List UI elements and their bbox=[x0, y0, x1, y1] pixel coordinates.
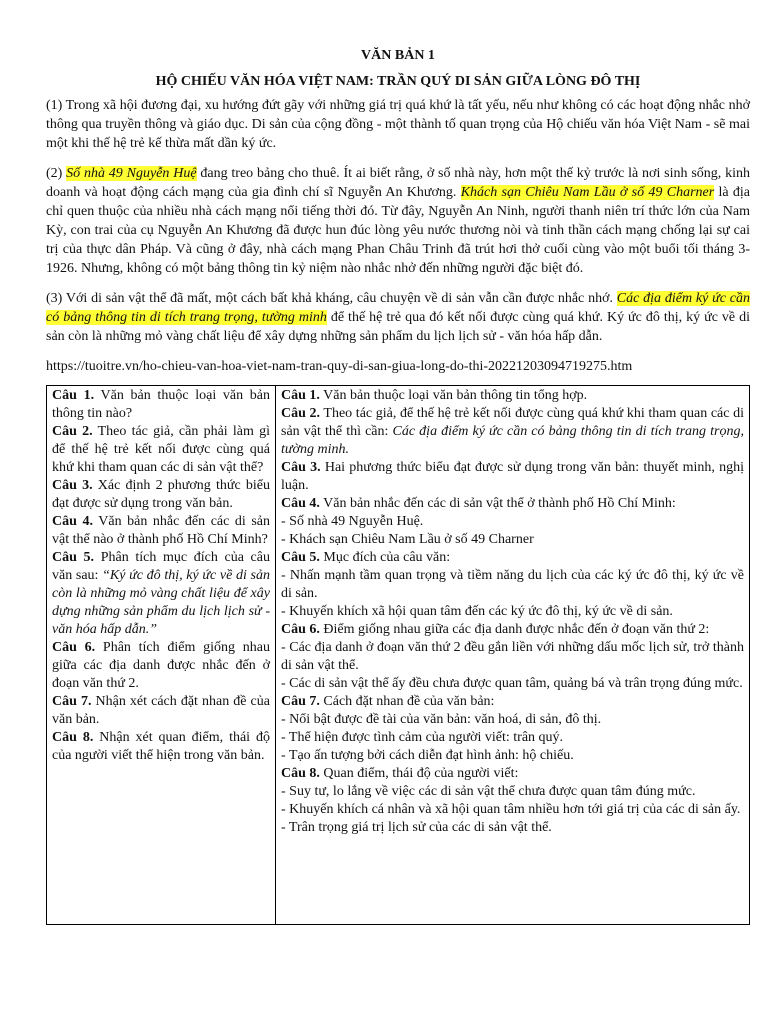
paragraph-2 bbox=[46, 164, 750, 278]
answer-item: - Nổi bật được đề tài của văn bản: văn hoá, di sản, đô thị. bbox=[281, 712, 602, 727]
paragraph-2-rest: là địa chỉ quen thuộc của nhiều nhà cách mạng nổi tiếng thời đó. Từ đây, Nguyễn An Ninh, người thanh niên trí thức lớn của Nam Kỳ, con trai của cụ Nguyễn An Khương đã được hun đúc lòng yêu nước thương nòi và tinh thần cách mạng chống lại sự cai trị của thực dân Pháp. Và cũng ở đây, nhà cách mạng Phan Châu Trinh đã trút hơi thở cuối cùng vào một buổi tối tháng 3-1926. Nhưng, không có một bảng thông tin kỷ niệm nào nhắc nhở đến những người đặc biệt đó. bbox=[46, 185, 751, 276]
answer-3: Câu 3. Hai phương thức biểu đạt được sử dụng trong văn bản: thuyết minh, nghị luận. bbox=[281, 460, 744, 493]
document-heading: VĂN BẢN 1 bbox=[361, 48, 435, 63]
answer-item: - Suy tư, lo lắng về việc các di sản vật thể chưa được quan tâm đúng mức. bbox=[281, 784, 696, 799]
question-7: Câu 7. Nhận xét cách đặt nhan đề của văn bản. bbox=[52, 694, 270, 727]
document-page bbox=[46, 40, 750, 925]
answer-item: - Khuyến khích cá nhân và xã hội quan tâm nhiều hơn tới giá trị của các di sản ấy. bbox=[281, 802, 741, 817]
answer-item: - Các di sản vật thể ấy đều chưa được quan tâm, quảng bá và trân trọng đúng mức. bbox=[281, 676, 743, 691]
answer-1: Câu 1. Văn bản thuộc loại văn bản thông tin tổng hợp. bbox=[281, 388, 588, 403]
question-6: Câu 6. Phân tích điểm giống nhau giữa các địa danh được nhắc đến ở đoạn văn thứ 2. bbox=[52, 640, 270, 691]
question-2: Câu 2. Theo tác giả, cần phải làm gì để thế hệ trẻ kết nối được cùng quá khứ khi tham quan các di sản vật thể? bbox=[52, 424, 270, 475]
paragraph-1: (1) Trong xã hội đương đại, xu hướng đứt gãy với những giá trị quá khứ là tất yếu, nếu như không có các hoạt động nhắc nhở thông qua truyền thông và giáo dục. Di sản của cộng đồng - một thành tố quan trọng của Hộ chiếu văn hóa Việt Nam - sẽ mai một khi thế hệ trẻ kế thừa mất dần ký ức. bbox=[46, 98, 750, 151]
answer-2: Câu 2. Theo tác giả, để thế hệ trẻ kết nối được cùng quá khứ khi tham quan các di sản vật thể thì cần: Các địa điểm ký ức cần có bảng thông tin di tích trang trọng, tường minh. bbox=[281, 406, 745, 457]
question-4: Câu 4. Văn bản nhắc đến các di sản vật thể nào ở thành phố Hồ Chí Minh? bbox=[52, 514, 270, 547]
question-answer-table bbox=[46, 385, 750, 925]
highlight-chieu-nam-lau: Khách sạn Chiêu Nam Lầu ở số 49 Charner bbox=[460, 185, 715, 200]
paragraph-3-prefix: (3) Với di sản vật thể đã mất, một cách bất khả kháng, câu chuyện về di sản vẫn cần được nhắc nhớ. bbox=[46, 291, 617, 306]
paragraph-2-prefix: (2) bbox=[46, 166, 67, 181]
question-3: Câu 3. Xác định 2 phương thức biểu đạt được sử dụng trong văn bản. bbox=[52, 478, 270, 511]
source-link[interactable]: https://tuoitre.vn/ho-chieu-van-hoa-viet-nam-tran-quy-di-san-giua-long-do-thi-20221203094719275.htm bbox=[46, 359, 633, 374]
answer-item: - Số nhà 49 Nguyễn Huệ. bbox=[281, 514, 424, 529]
highlight-dia-diem-ky-uc: Các địa điểm ký ức cần có bảng thông tin di tích trang trọng, tường minh bbox=[46, 291, 750, 325]
questions-column bbox=[47, 386, 276, 925]
question-8: Câu 8. Nhận xét quan điểm, thái độ của người viết thể hiện trong văn bản. bbox=[52, 730, 270, 763]
answer-5: Câu 5. Mục đích của câu văn: bbox=[281, 550, 451, 565]
highlight-so-nha-49: Số nhà 49 Nguyễn Huệ bbox=[66, 166, 197, 181]
answer-6: Câu 6. Điểm giống nhau giữa các địa danh được nhắc đến ở đoạn văn thứ 2: bbox=[281, 622, 710, 637]
question-5: Câu 5. Phân tích mục đích của câu văn sau: “Ký ức đô thị, ký ức về di sản còn là những mỏ vàng chất liệu để xây dựng những sản phẩm du lịch lịch sử - văn hóa hấp dẫn.” bbox=[52, 550, 270, 637]
answer-item: - Tạo ấn tượng bởi cách diễn đạt hình ảnh: hộ chiếu. bbox=[281, 748, 574, 763]
answer-item: - Trân trọng giá trị lịch sử của các di sản vật thể. bbox=[281, 820, 552, 835]
paragraph-3 bbox=[46, 289, 750, 346]
answer-item: - Khách sạn Chiêu Nam Lầu ở số 49 Charner bbox=[281, 532, 534, 547]
answer-item: - Khuyến khích xã hội quan tâm đến các ký ức đô thị, ký ức về di sản. bbox=[281, 604, 673, 619]
question-1: Câu 1. Văn bản thuộc loại văn bản thông tin nào? bbox=[52, 388, 271, 421]
answer-item: - Nhấn mạnh tầm quan trọng và tiềm năng du lịch của các ký ức đô thị, ký ức về di sản. bbox=[281, 568, 744, 601]
paragraph-3-rest: để thế hệ trẻ qua đó kết nối được cùng quá khứ. Ký ức đô thị, ký ức về di sản còn là những mỏ vàng chất liệu để xây dựng những sản phẩm du lịch lịch sử - văn hóa hấp dẫn. bbox=[46, 310, 750, 344]
document-title: HỘ CHIẾU VĂN HÓA VIỆT NAM: TRẦN QUÝ DI SẢN GIỮA LÒNG ĐÔ THỊ bbox=[155, 74, 641, 89]
answer-7: Câu 7. Cách đặt nhan đề của văn bản: bbox=[281, 694, 495, 709]
answer-item: - Thể hiện được tình cảm của người viết: trân quý. bbox=[281, 730, 564, 745]
paragraph-2-middle: đang treo bảng cho thuê. Ít ai biết rằng, ở số nhà này, hơn một thế kỷ trước là nơi sinh sống, kinh doanh và hoạt động cách mạng của gia đình chí sĩ Nguyễn An Khương. bbox=[46, 166, 750, 200]
answer-item: - Các địa danh ở đoạn văn thứ 2 đều gắn liền với những dấu mốc lịch sử, trở thành di sản vật thể. bbox=[281, 640, 744, 673]
answer-8: Câu 8. Quan điểm, thái độ của người viết: bbox=[281, 766, 519, 781]
answers-column bbox=[276, 386, 750, 925]
answer-4: Câu 4. Văn bản nhắc đến các di sản vật thể ở thành phố Hồ Chí Minh: bbox=[281, 496, 676, 511]
